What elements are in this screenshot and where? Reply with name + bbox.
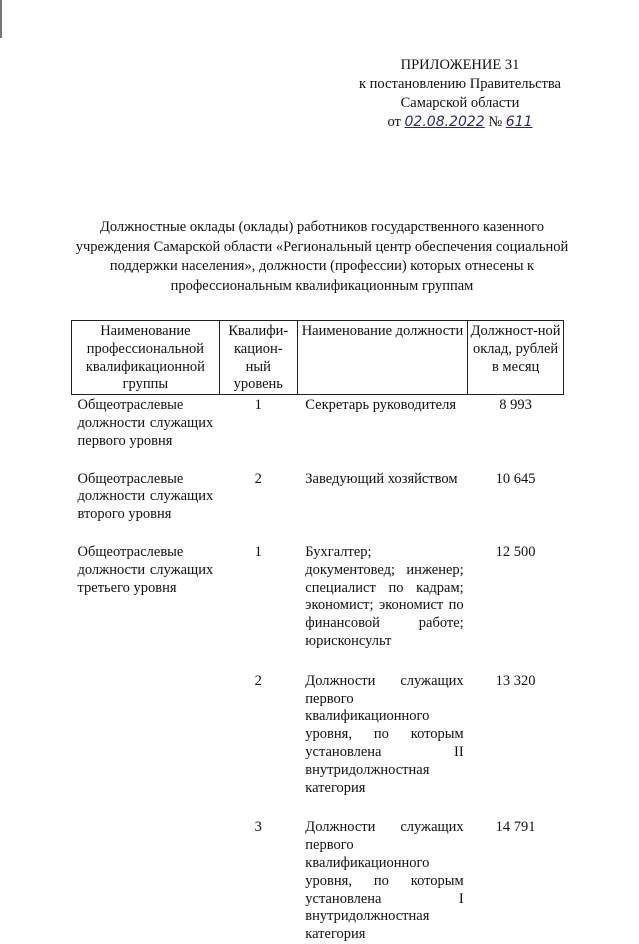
cell-level: 1: [254, 397, 262, 414]
cell-position: Бухгалтер; документовед; инженер; специалист по кадрам; экономист; экономист по финансовой работе; юрисконсульт: [305, 543, 464, 649]
table-row: [72, 817, 564, 944]
appendix-header: [330, 56, 590, 132]
cell-level: 2: [254, 672, 262, 689]
cell-group: [72, 671, 220, 798]
cell-level: 3: [254, 819, 262, 836]
table-row: [72, 395, 564, 451]
handwritten-number: 611: [505, 114, 533, 130]
salary-table: [71, 320, 564, 944]
number-prefix: №: [488, 114, 503, 130]
cell-position: Заведующий хозяйством: [305, 470, 458, 487]
date-prefix: от: [387, 114, 401, 130]
cell-position: Секретарь руководителя: [305, 397, 457, 414]
header-level: Квалифи-кацион-ный уровень: [219, 321, 297, 395]
appendix-date-line: [330, 113, 590, 132]
cell-group: [72, 817, 220, 944]
table-row: [72, 469, 564, 524]
document-title: Должностные оклады (оклады) работников государственного казенного учреждения Самарской области «Региональный центр обеспечения социальной поддержки населения», должности (профессии) которых отнесены к профессиональным квалификационным группам: [75, 219, 569, 294]
cell-level: 1: [254, 543, 262, 560]
header-salary: Должност-ной оклад, рублей в месяц: [468, 321, 564, 395]
handwritten-date: 02.08.2022: [404, 114, 485, 130]
cell-salary: 8 993: [499, 397, 532, 414]
cell-group: Общеотраслевые должности служащих первого уровня: [77, 397, 214, 449]
cell-level: 2: [254, 470, 262, 487]
header-group: Наименование профессиональной квалификационной группы: [72, 321, 220, 395]
cell-group: Общеотраслевые должности служащих второго уровня: [77, 470, 214, 523]
cell-salary: 10 645: [495, 470, 536, 487]
appendix-line-2: Самарской области: [400, 95, 520, 111]
cell-salary: 13 320: [495, 672, 536, 689]
table-row: [72, 671, 564, 798]
cell-position: Должности служащих первого квалификационного уровня, по которым установлена II внутридолжностная категория: [305, 672, 464, 796]
appendix-line-1: к постановлению Правительства: [359, 76, 561, 92]
page-edge-mark: [0, 0, 2, 38]
cell-salary: 14 791: [495, 819, 536, 836]
appendix-title: ПРИЛОЖЕНИЕ 31: [400, 57, 520, 73]
cell-salary: 12 500: [495, 543, 536, 560]
cell-group: Общеотраслевые должности служащих третьего уровня: [77, 543, 214, 596]
cell-position: Должности служащих первого квалификационного уровня, по которым установлена I внутридолжностная категория: [305, 819, 464, 943]
table-header-row: [72, 321, 564, 395]
table-row: [72, 542, 564, 651]
header-position: Наименование должности: [297, 321, 467, 395]
